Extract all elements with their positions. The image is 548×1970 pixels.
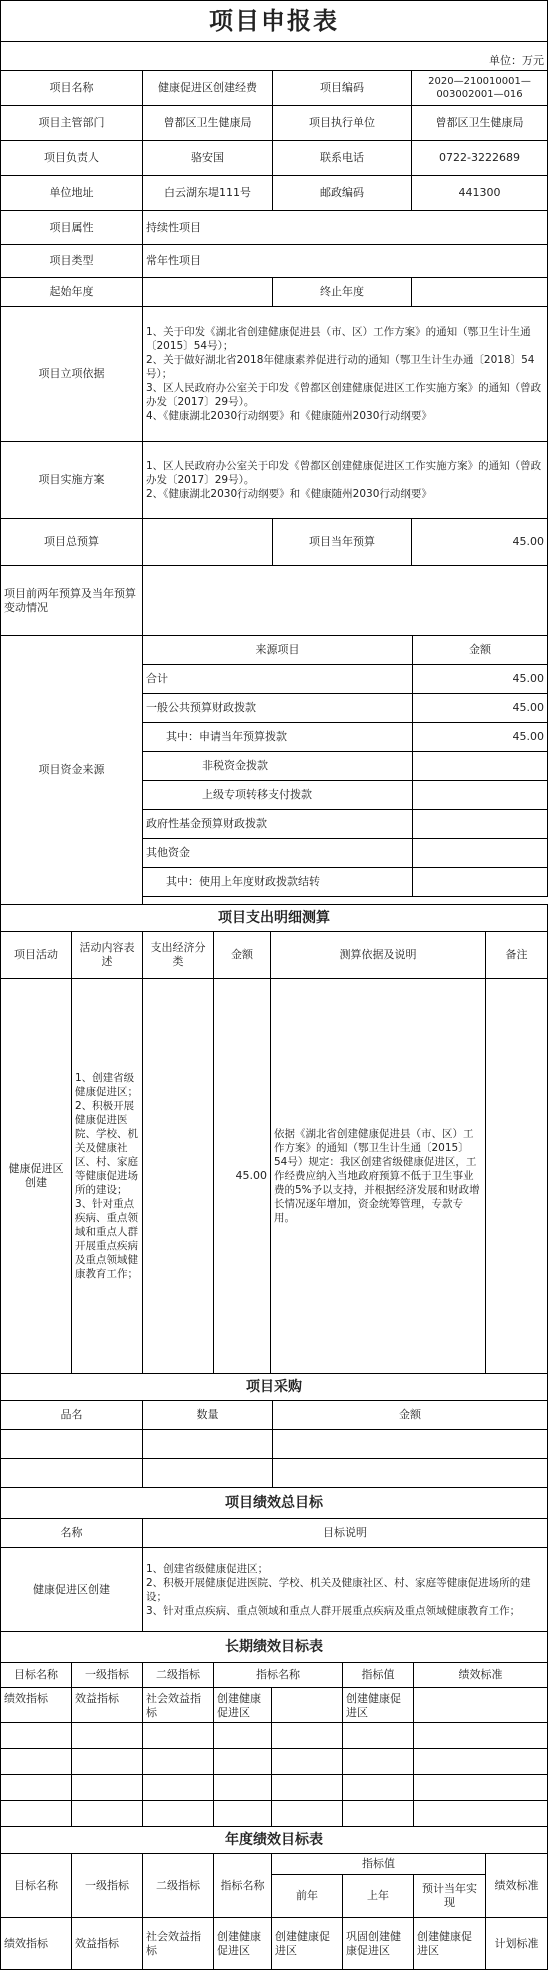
longterm-empty-cell	[142, 1722, 214, 1749]
current-budget-value: 45.00	[411, 518, 548, 566]
longterm-indicator: 创建健康促进区	[213, 1687, 272, 1723]
longterm-empty-cell	[271, 1748, 343, 1775]
zip-value: 441300	[411, 175, 548, 211]
procurement-title: 项目采购	[0, 1373, 548, 1401]
longterm-empty-cell	[213, 1748, 272, 1775]
funding-source-name: 其中：申请当年预算拨款	[142, 722, 413, 752]
phone-value: 0722-3222689	[411, 140, 548, 176]
expense-note	[485, 978, 548, 1374]
budget-change-label: 项目前两年预算及当年预算变动情况	[0, 565, 143, 636]
longterm-empty-cell	[271, 1774, 343, 1801]
annual-prev2: 创建健康促进区	[271, 1917, 343, 1970]
procure-col-qty: 数量	[142, 1400, 273, 1430]
implementation-value: 1、区人民政府办公室关于印发《曾都区创建健康促进区工作实施方案》的通知（曾政办发〔2017〕29号）。 2、《健康湖北2030行动纲要》和《健康随州2030行动纲要》	[142, 441, 548, 519]
longterm-value: 创建健康促进区	[342, 1687, 414, 1723]
annual-indicator: 创建健康促进区	[213, 1917, 272, 1970]
attribute-label: 项目属性	[0, 210, 143, 245]
funding-source-amount	[412, 751, 548, 781]
longterm-empty-cell	[213, 1800, 272, 1827]
longterm-empty-cell	[71, 1748, 143, 1775]
expense-col-basis: 测算依据及说明	[270, 931, 486, 979]
longterm-col-level1: 一级指标	[71, 1662, 143, 1688]
longterm-value-sub	[271, 1687, 343, 1723]
expense-econ	[142, 978, 214, 1374]
procure-row-item	[0, 1458, 143, 1488]
funding-source-amount	[412, 780, 548, 810]
end-year-label: 终止年度	[272, 277, 412, 307]
longterm-col-level2: 二级指标	[142, 1662, 214, 1688]
longterm-empty-cell	[71, 1800, 143, 1827]
annual-prev1: 巩固创建健康促进区	[342, 1917, 414, 1970]
dept-value: 曾都区卫生健康局	[142, 105, 273, 141]
end-year-value	[411, 277, 548, 307]
funding-source-amount	[412, 838, 548, 868]
total-budget-value	[142, 518, 273, 566]
longterm-goal: 绩效指标	[0, 1687, 72, 1723]
funding-col-source: 来源项目	[142, 635, 413, 665]
longterm-empty-cell	[342, 1722, 414, 1749]
annual-col-prev1: 上年	[342, 1874, 414, 1918]
longterm-level1: 效益指标	[71, 1687, 143, 1723]
annual-goal: 绩效指标	[0, 1917, 72, 1970]
annual-title: 年度绩效目标表	[0, 1826, 548, 1854]
annual-col-value: 指标值	[271, 1853, 486, 1875]
funding-source-name: 其中：使用上年度财政拨款结转	[142, 867, 413, 897]
longterm-empty-cell	[413, 1800, 548, 1827]
annual-col-prev2: 前年	[271, 1874, 343, 1918]
goal-col-desc: 目标说明	[142, 1518, 548, 1548]
expense-activity: 健康促进区创建	[0, 978, 72, 1374]
expense-col-econ: 支出经济分类	[142, 931, 214, 979]
start-year-label: 起始年度	[0, 277, 143, 307]
longterm-empty-cell	[71, 1722, 143, 1749]
annual-col-indicator: 指标名称	[213, 1853, 272, 1918]
goal-desc: 1、创建省级健康促进区； 2、积极开展健康促进医院、学校、机关及健康社区、村、家庭等健康促进场所的建设； 3、针对重点疾病、重点领域和重点人群开展重点疾病及重点领域健康教育工作；	[142, 1547, 548, 1632]
exec-unit-label: 项目执行单位	[272, 105, 412, 141]
annual-col-level1: 一级指标	[71, 1853, 143, 1918]
funding-source-amount: 45.00	[412, 664, 548, 694]
project-name-label: 项目名称	[0, 70, 143, 106]
annual-col-level2: 二级指标	[142, 1853, 214, 1918]
expense-col-activity: 项目活动	[0, 931, 72, 979]
longterm-empty-cell	[0, 1722, 72, 1749]
project-code-value: 2020—210010001—003002001—016	[411, 70, 548, 106]
funding-source-amount: 45.00	[412, 722, 548, 752]
expense-title: 项目支出明细测算	[0, 904, 548, 932]
person-value: 骆安国	[142, 140, 273, 176]
start-year-value	[142, 277, 273, 307]
longterm-level2: 社会效益指标	[142, 1687, 214, 1723]
phone-label: 联系电话	[272, 140, 412, 176]
annual-col-standard: 绩效标准	[485, 1853, 548, 1918]
funding-source-name: 非税资金拨款	[142, 751, 413, 781]
longterm-empty-cell	[142, 1800, 214, 1827]
zip-label: 邮政编码	[272, 175, 412, 211]
longterm-empty-cell	[0, 1774, 72, 1801]
longterm-empty-cell	[271, 1800, 343, 1827]
goal-col-name: 名称	[0, 1518, 143, 1548]
expense-col-content: 活动内容表述	[71, 931, 143, 979]
goal-name: 健康促进区创建	[0, 1547, 143, 1632]
project-code-label: 项目编码	[272, 70, 412, 106]
total-budget-label: 项目总预算	[0, 518, 143, 566]
basis-value: 1、关于印发《湖北省创建健康促进县（市、区）工作方案》的通知（鄂卫生计生通〔2015〕54号）； 2、关于做好湖北省2018年健康素养促进行动的通知（鄂卫生计生办通〔2018〕54号）； 3、区人民政府办公室关于印发《曾都区创建健康促进区工作实施方案》的通知（曾政办发〔2017〕29号）。 4、《健康湖北2030行动纲要》和《健康随州2030行动纲要》	[142, 306, 548, 442]
funding-source-name: 其他资金	[142, 838, 413, 868]
funding-col-amount: 金额	[412, 635, 548, 665]
longterm-empty-cell	[213, 1722, 272, 1749]
longterm-empty-cell	[413, 1774, 548, 1801]
dept-label: 项目主管部门	[0, 105, 143, 141]
procure-row-item	[0, 1429, 143, 1459]
annual-standard: 计划标准	[485, 1917, 548, 1970]
funding-source-name: 一般公共预算财政拨款	[142, 693, 413, 723]
procure-row-qty	[142, 1458, 273, 1488]
attribute-value: 持续性项目	[142, 210, 548, 245]
funding-source-name: 合计	[142, 664, 413, 694]
funding-source-name: 政府性基金预算财政拨款	[142, 809, 413, 839]
funding-source-name: 上级专项转移支付拨款	[142, 780, 413, 810]
person-label: 项目负责人	[0, 140, 143, 176]
longterm-col-value: 指标值	[342, 1662, 414, 1688]
procure-col-item: 品名	[0, 1400, 143, 1430]
longterm-title: 长期绩效目标表	[0, 1631, 548, 1663]
annual-level2: 社会效益指标	[142, 1917, 214, 1970]
longterm-col-standard: 绩效标准	[413, 1662, 548, 1688]
procure-row-amount	[272, 1458, 548, 1488]
funding-source-amount	[412, 809, 548, 839]
longterm-col-goal: 目标名称	[0, 1662, 72, 1688]
longterm-empty-cell	[213, 1774, 272, 1801]
address-value: 白云湖东堤111号	[142, 175, 273, 211]
annual-level1: 效益指标	[71, 1917, 143, 1970]
implementation-label: 项目实施方案	[0, 441, 143, 519]
goal-title: 项目绩效总目标	[0, 1487, 548, 1519]
address-label: 单位地址	[0, 175, 143, 211]
project-name-value: 健康促进区创建经费	[142, 70, 273, 106]
funding-source-amount: 45.00	[412, 693, 548, 723]
funding-source-amount	[412, 867, 548, 897]
longterm-empty-cell	[413, 1722, 548, 1749]
funding-source-label: 项目资金来源	[0, 635, 143, 905]
type-label: 项目类型	[0, 244, 143, 278]
type-value: 常年性项目	[142, 244, 548, 278]
procure-row-amount	[272, 1429, 548, 1459]
longterm-empty-cell	[142, 1774, 214, 1801]
longterm-col-indicator: 指标名称	[213, 1662, 343, 1688]
longterm-empty-cell	[342, 1748, 414, 1775]
unit-label: 单位：万元	[0, 41, 548, 71]
current-budget-label: 项目当年预算	[272, 518, 412, 566]
longterm-empty-cell	[142, 1748, 214, 1775]
longterm-empty-cell	[342, 1774, 414, 1801]
longterm-empty-cell	[0, 1748, 72, 1775]
procure-row-qty	[142, 1429, 273, 1459]
budget-change-value	[142, 565, 548, 636]
longterm-empty-cell	[413, 1748, 548, 1775]
expense-content: 1、创建省级健康促进区； 2、积极开展健康促进医院、学校、机关及健康社区、村、家庭等健康促进场所的建设； 3、针对重点疾病、重点领域和重点人群开展重点疾病及重点领域健康教育工作；	[71, 978, 143, 1374]
longterm-empty-cell	[0, 1800, 72, 1827]
expense-col-amount: 金额	[213, 931, 271, 979]
expense-basis: 依据《湖北省创建健康促进县（市、区）工作方案》的通知（鄂卫生计生通〔2015〕54号）规定：我区创建省级健康促进区，工作经费应纳入当地政府预算不低于卫生事业费的5%予以支持，并根据经济发展和财政增长情况逐年增加，资金统筹管理，专款专用。	[270, 978, 486, 1374]
expense-col-note: 备注	[485, 931, 548, 979]
longterm-standard	[413, 1687, 548, 1723]
longterm-empty-cell	[71, 1774, 143, 1801]
annual-col-current: 预计当年实现	[413, 1874, 486, 1918]
basis-label: 项目立项依据	[0, 306, 143, 442]
longterm-empty-cell	[342, 1800, 414, 1827]
expense-amount: 45.00	[213, 978, 271, 1374]
form-title: 项目申报表	[0, 0, 548, 42]
annual-current: 创建健康促进区	[413, 1917, 486, 1970]
annual-col-goal: 目标名称	[0, 1853, 72, 1918]
longterm-empty-cell	[271, 1722, 343, 1749]
procure-col-amount: 金额	[272, 1400, 548, 1430]
exec-unit-value: 曾都区卫生健康局	[411, 105, 548, 141]
